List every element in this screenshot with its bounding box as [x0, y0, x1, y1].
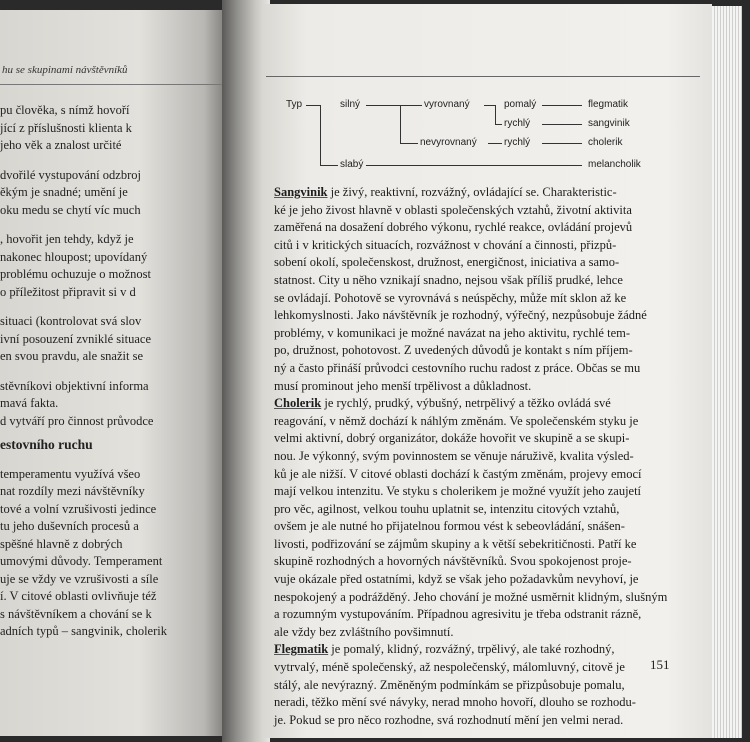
- text-line: [274, 219, 700, 237]
- text-line: [274, 659, 700, 677]
- diagram-fast-label: rychlý: [504, 137, 531, 148]
- line-text: ků je ale nižší. V citové oblasti dochází k častým změnám, projevy emocí: [274, 466, 642, 481]
- line-text: citů i v kritických situacích, rozvážnost v chování a činnosti, přizpů-: [274, 237, 617, 252]
- diagram-connector: [366, 105, 400, 106]
- diagram-connector: [542, 143, 582, 144]
- text-line: jící z příslušnosti klienta k: [0, 120, 132, 135]
- line-text: musí prominout jeho menší trpělivost a důkladnost.: [274, 378, 532, 393]
- line-text: sobení okolí, společenskost, družnost, energičnost, iniciativa a samo-: [274, 255, 620, 270]
- text-line: [274, 571, 700, 589]
- text-line: [274, 606, 700, 624]
- text-line: [274, 624, 700, 642]
- text-line: [274, 712, 700, 730]
- line-text: vytrvalý, méně společenský, až nespolečenský, málomluvný, citově je: [274, 660, 625, 675]
- diagram-connector: [400, 143, 418, 144]
- paragraph-gap: [0, 219, 232, 231]
- text-line: uje se vždy ve vzrušivosti a síle: [0, 571, 159, 586]
- text-line: [274, 483, 700, 501]
- text-line: [274, 466, 700, 484]
- diagram-phlegmatic-label: flegmatik: [588, 99, 629, 110]
- text-line: mavá fakta.: [0, 396, 59, 410]
- text-line: [274, 395, 700, 413]
- diagram-weak-label: slabý: [340, 159, 364, 170]
- text-line: ěkým je snadné; umění je: [0, 185, 128, 199]
- text-line: oku medu se chytí víc much: [0, 202, 141, 217]
- line-text: reagování, v němž dochází k náhlým změnám. Ve společenském styku je: [274, 413, 639, 428]
- text-line: [274, 536, 700, 554]
- diagram-connector: [495, 105, 496, 125]
- line-text: velmi aktivní, dobrý organizátor, dokáže hovořit ve skupině a se skupi-: [274, 431, 630, 446]
- header-rule: [266, 76, 700, 77]
- text-line: [274, 307, 700, 325]
- page-number: 151: [650, 657, 670, 672]
- line-text: ké je jeho živost hlavně v oblasti společenských vztahů, životní aktivita: [274, 202, 632, 217]
- line-text: mají velkou intenzitu. Ve styku s cholerikem je možné využít jeho zaujetí: [274, 484, 642, 499]
- diagram-connector: [400, 105, 422, 106]
- text-line: en svou pravdu, ale snažit se: [0, 349, 144, 363]
- diagram-unbalanced-label: nevyrovnaný: [420, 137, 477, 148]
- line-text: a rozumným vystupováním. Případnou agresivitu je třeba odstranit rázně,: [274, 607, 642, 622]
- text-line: [274, 501, 700, 519]
- line-text: je rychlý, prudký, výbušný, netrpělivý a těžko ovládá své: [321, 396, 611, 411]
- paragraph-gap: [0, 366, 232, 378]
- text-line: [274, 360, 700, 378]
- left-page-text: [0, 102, 232, 641]
- text-line: pu člověka, s nímž hovoří: [0, 103, 130, 117]
- text-line: [274, 641, 700, 659]
- text-line: nakonec hloupost; upovídaný: [0, 249, 148, 264]
- text-line: temperamentu využívá všeo: [0, 466, 141, 481]
- text-line: [274, 290, 700, 308]
- line-text: zaměřená na dosažení dobrého výkonu, rychlé reakce, ovládání projevů: [274, 220, 633, 235]
- text-line: [274, 202, 700, 220]
- text-line: [274, 378, 700, 396]
- text-line: [274, 184, 700, 202]
- diagram-connector: [495, 124, 502, 125]
- temperament-diagram: [262, 84, 712, 179]
- section-heading: estovního ruchu: [0, 437, 93, 452]
- text-line: [274, 694, 700, 712]
- text-line: dvořilé vystupování odzbroj: [0, 167, 141, 182]
- text-line: [274, 237, 700, 255]
- text-line: s návštěvníkem a chování se k: [0, 606, 152, 621]
- diagram-connector: [542, 124, 582, 125]
- text-line: [274, 518, 700, 536]
- text-line: tu jeho duševních procesů a: [0, 519, 139, 533]
- diagram-fast-label: rychlý: [504, 118, 531, 129]
- diagram-slow-label: pomalý: [504, 99, 537, 110]
- diagram-sanguine-label: sangvinik: [588, 118, 630, 129]
- text-line: jeho věk a znalost určité: [0, 138, 122, 152]
- line-text: je pomalý, klidný, rozvážný, trpělivý, ale také rozhodný,: [328, 642, 615, 657]
- diagram-connector: [400, 105, 401, 143]
- diagram-connector: [542, 105, 582, 106]
- text-line: [274, 254, 700, 272]
- diagram-strong-label: silný: [340, 99, 361, 110]
- diagram-root-label: Typ: [286, 99, 303, 110]
- text-line: [274, 430, 700, 448]
- temperament-term: Sangvinik: [274, 185, 328, 199]
- line-text: livosti, podřizování se zájmům skupiny a k větší sebekritičnosti. Patří ke: [274, 536, 637, 551]
- line-text: vuje okázale před ostatními, když se však jeho požadavkům nevyhoví, je: [274, 572, 639, 587]
- text-line: [274, 553, 700, 571]
- text-line: tové a volní vzrušivosti jedince: [0, 501, 157, 516]
- text-line: stěvníkovi objektivní informa: [0, 378, 149, 393]
- text-line: [274, 413, 700, 431]
- text-line: [274, 325, 700, 343]
- text-line: o příležitost připravit si v d: [0, 284, 136, 299]
- text-line: d vytváří pro činnost průvodce: [0, 413, 154, 428]
- line-text: je živý, reaktivní, rozvážný, ovládající se. Charakteristic-: [327, 185, 617, 199]
- paragraph-gap: [0, 454, 232, 466]
- text-line: , hovořit jen tehdy, když je: [0, 232, 134, 246]
- line-text: statnost. City u něho vznikají snadno, nejsou však příliš prudké, lehce: [274, 272, 623, 287]
- line-text: pro věc, agilnost, velkou touhu uplatnit se, intenzitu citových vztahů,: [274, 501, 620, 516]
- right-page-text: [274, 184, 700, 729]
- header-rule: [0, 84, 225, 85]
- text-line: [274, 677, 700, 695]
- diagram-melancholic-label: melancholik: [588, 159, 641, 170]
- line-text: neradi, těžko mění své návyky, nerad mnoho hovoří, dlouho se rozhodu-: [274, 695, 636, 710]
- diagram-connector: [366, 165, 582, 166]
- text-line: adních typů – sangvinik, cholerik: [0, 624, 167, 638]
- line-text: ný a často přináší průvodci cestovního ruchu radost z práce. Občas se mu: [274, 360, 641, 375]
- text-line: [274, 342, 700, 360]
- text-line: problému ochuzuje o možnost: [0, 267, 152, 281]
- text-line: í. V citové oblasti ovlivňuje též: [0, 589, 157, 603]
- line-text: je. Pokud se pro něco rozhodne, svá rozhodnutí mění jen velmi nerad.: [274, 712, 624, 727]
- right-page: [262, 4, 712, 738]
- text-line: [274, 448, 700, 466]
- text-line: spěšné hlavně z dobrých: [0, 536, 123, 551]
- temperament-term: Flegmatik: [274, 642, 329, 657]
- line-text: nespokojený a podrážděný. Jeho chování je možné usměrnit klidným, slušným: [274, 589, 668, 604]
- text-line: [274, 589, 700, 607]
- running-head: hu se skupinami návštěvníků: [2, 64, 128, 76]
- text-line: umovými důvody. Temperament: [0, 554, 163, 568]
- line-text: problémy, v komunikaci je možné navázat na jeho aktivitu, rychlé tem-: [274, 325, 631, 340]
- diagram-connector: [306, 105, 320, 106]
- line-text: ale vždy bez zvláštního povšimnutí.: [274, 624, 454, 639]
- diagram-connector: [488, 143, 502, 144]
- line-text: ovšem je ale nutné ho přijatelnou formou vést k sebeovládání, snášen-: [274, 519, 625, 534]
- text-line: [274, 272, 700, 290]
- line-text: se ovládají. Pohotově se vyrovnává s neúspěchy, může mít sklon až ke: [274, 290, 627, 305]
- diagram-balanced-label: vyrovnaný: [424, 99, 470, 110]
- paragraph-gap: [0, 301, 232, 313]
- line-text: skupině rozhodných a hovorných návštěvníků. Svou spokojenost proje-: [274, 554, 632, 569]
- paragraph-gap: [0, 155, 232, 167]
- left-page: [0, 10, 232, 736]
- text-line: situaci (kontrolovat svá slov: [0, 314, 142, 328]
- temperament-term: Cholerik: [274, 396, 322, 411]
- line-text: po, družnost, pohotovost. Z uvedených důvodů je kontakt s ním příjem-: [274, 343, 633, 358]
- text-line: nat rozdíly mezi návštěvníky: [0, 484, 145, 498]
- page-edges: [712, 6, 742, 738]
- line-text: stálý, ale nevýrazný. Změněným podmínkám se přizpůsobuje pomalu,: [274, 677, 625, 692]
- diagram-connector: [320, 165, 338, 166]
- diagram-choleric-label: cholerik: [588, 137, 623, 148]
- text-line: ivní posouzení zvniklé situace: [0, 331, 152, 346]
- line-text: nou. Je výkonný, svým povinnostem se věnuje náruživě, kvalita výsled-: [274, 448, 634, 463]
- diagram-connector: [320, 105, 321, 165]
- line-text: lehkomyslnosti. Jako návštěvník je rozhodný, výřečný, nezpůsobuje žádné: [274, 308, 647, 323]
